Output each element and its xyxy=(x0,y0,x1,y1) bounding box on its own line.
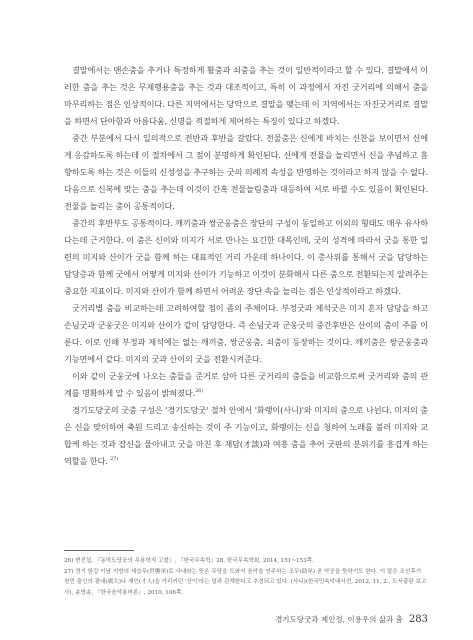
paragraph-4: 굿거리별 춤을 비교하는데 고려하여할 점이 좀의 주체이다. 부정굿과 제석굿은 미지 혼자 담당을 하고 손님굿과 군웅굿은 미지와 산이가 같이 담당한다. 즉 손님굿과 군웅굿의 중간후반은 산이의 춤이 주를 이룬다. 이로 인해 부정과 제석에는 없는 깨끼춤, 쌍군웅춤, 쇠춤이 등장하는 것이다. 깨끼춤은 쌍군웅춤과 기능면에서 같다. 미지의 굿과 산이의 굿을 전환시켜준다. xyxy=(64,303,428,364)
paragraph-2: 중간 부분에서 다시 일의적으로 전반과 후반을 갈랐다. 전물춤은 신에게 바치는 신찬을 보이면서 신에게 응감하도록 하는데 이 절차에서 그 점이 분명하게 확인된다. 신에게 전물을 놀리면서 신을 추념하고 흠향하도록 하는 것은 이들의 신성성을 추구하는 굿의 의례적 속성을 반영하는 것이라고 하지 않을 수 없다. 다음으로 신복에 맞는 춤을 추는데 이것이 간혹 전물놀림춤과 대등하여 서로 바뀔 수도 있음이 확인된다. 전물을 놀리는 춤이 공통적이다. xyxy=(64,133,428,211)
footnote-divider xyxy=(64,550,134,551)
paragraph-6 xyxy=(64,402,428,470)
footnote-ref-27[interactable]: 27) xyxy=(110,456,119,462)
paragraph-3: 중간의 후반부도 공통적이다. 깨끼춤과 쌍군웅춤은 장단의 구성이 동일하고 이외의 형태도 매우 유사하다는데 근거한다. 이 춤은 신이와 미지가 서로 만나는 요긴한 대목인데, 굿의 성격에 따라서 굿을 통한 일련의 미지와 산이가 굿을 함께 하는 대표적인 거리 가운데 하나이다. 이 총사위를 통해서 굿을 담당하는 담당층과 함께 굿에서 어떻게 미지와 산이가 기능하고 이것이 분화해서 다른 춤으로 전환되는지 알려주는 중요한 지표이다. 미지와 산이가 함께 하면서 어려운 장단 속을 놀리는 점은 인상적이라고 하겠다. xyxy=(64,218,428,296)
footnote-26: 26) 변진섭, 『동막도당굿의 무용학적 고찰』, 『한국무속학』28, 한국무속학회, 2014, 151~153쪽. xyxy=(64,558,314,564)
footnote-ref-26[interactable]: 26) xyxy=(195,388,203,394)
paragraph-6-text: 경기도당굿의 굿춤 구성은 '경기도당굿' 절차 안에서 '화랭이(사니)'와 미지의 춤으로 나뉜다. 미지의 춤은 신을 맞이하여 축원 드리고 송신하는 것이 주 기능이고, 화랭이는 신을 청하여 노래를 불러 미지와 교합케 하는 것과 잡신을 물아내고 굿을 마친 후 재담(才談)과 여흥 춤을 추어 굿판의 분위기를 흥겹게 하는 역할을 한다. xyxy=(64,405,428,466)
page-number: 283 xyxy=(408,614,428,625)
paragraph-5-text: 이와 같이 군웅굿에 나오는 춤들을 준거로 삼아 다른 굿거리의 춤들을 비교함으로써 굿거리와 춤의 관계를 명확하게 알 수 있음이 밝혀졌다. xyxy=(64,371,428,398)
running-footer-title: 경기도당굿과 제인정, 이용우의 삶과 춤 xyxy=(275,615,403,624)
paragraph-5 xyxy=(64,368,428,402)
footnotes xyxy=(64,556,428,598)
body-text xyxy=(64,62,428,470)
paragraph-1: 결말에서는 맨손춤을 추거나 특정하게 활춤과 쇠춤을 추는 것이 일반적이라고 할 수 있다. 결말에서 이러한 춤을 추는 것은 무제행용춤을 추는 것과 대조적이고, 특히 이 과정에서 자진 굿거리에 의해서 춤을 마무리하는 점은 인상적이다. 다른 지역에서는 당악으로 결말을 맺는데 이 지역에서는 자진굿거리로 결말을 하면서 단아함과 아름다움, 신명을 적절하게 제어하는 특징이 있다고 하겠다. xyxy=(64,65,428,126)
footnote-27: 27) 경기 한강 이남 지방의 세습무(世襲巫)로 사내라는 뜻은 무당을 도와서 음악을 연주하는 조무(助巫) 곧 악공을 뜻하기도 한다. 이 말은 조선후기 천민 출신의 광대(廣大)나 재인(才人)을 가리키던 '산이'라는 말과 관계한다고 추정되고 있다. (사니)(한국민속악대사전, 2012, 11, 2., 도서출판 보고사), 송방송, 『한국음악용어론』, 2010, 106쪽. xyxy=(64,568,427,596)
page-footer xyxy=(275,614,428,625)
